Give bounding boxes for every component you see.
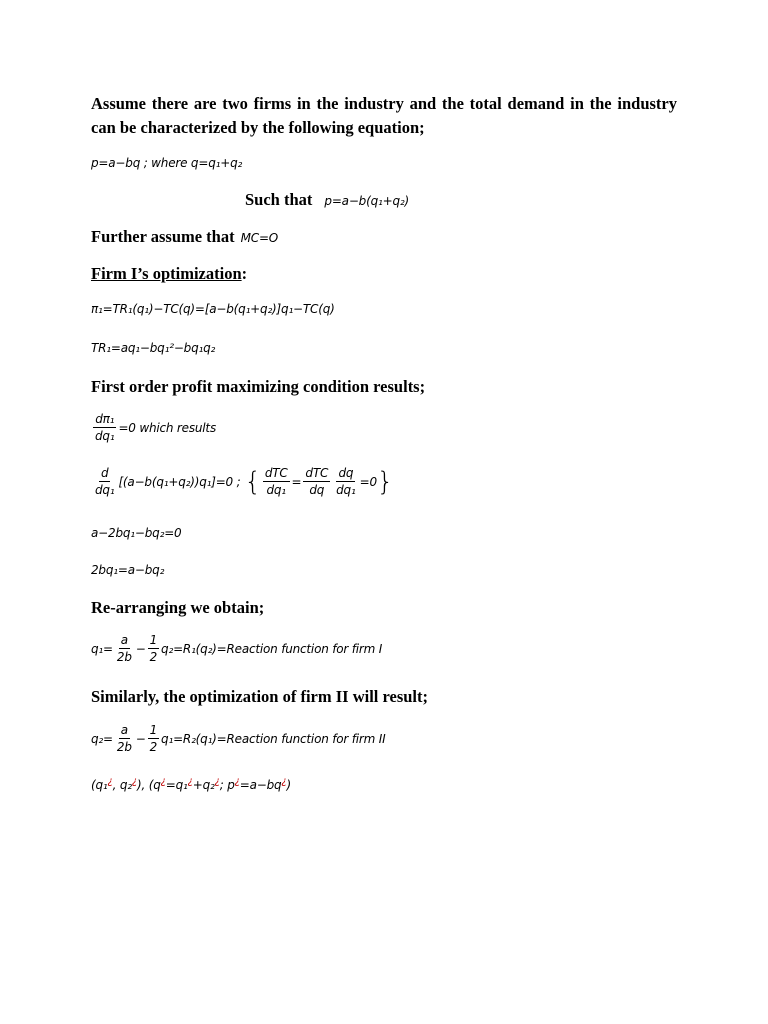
further-assume-label: Further assume that [91,227,235,246]
dq-numerator: dq [338,466,354,480]
foc-heading: First order profit maximizing condition results; [91,377,426,396]
eqm-part3: ), (q [137,778,161,792]
eqm-marker-3: ¿ [160,776,166,787]
reaction2-fraction-half-den: 2 [149,740,158,754]
firm1-heading-colon: : [241,264,248,283]
firm1-heading-text: Firm I’s optimization [91,264,242,283]
dtc2-denominator: dq [309,483,325,497]
reaction-function-2 [91,723,385,754]
dtc-fraction [263,466,290,497]
deriv-denominator: dq₁ [95,483,115,497]
foc-denominator: dq₁ [95,429,115,443]
eqm-marker-6: ¿ [234,776,240,787]
eqm-part8: ) [286,778,292,792]
dtc-numerator: dTC [264,466,288,480]
reaction-function-1 [91,633,382,664]
dtc2-fraction [303,466,330,497]
intro-paragraph: Assume there are two firms in the industry and the total demand in the industry can be characterized by the following equation; [91,94,677,137]
condition-equation-1: a−2bq₁−bq₂=0 [91,526,182,540]
reaction1-minus: − [135,641,146,656]
eqm-part6: ; p [219,778,235,792]
eqm-marker-4: ¿ [187,776,193,787]
chain-tail: =0 [359,474,377,489]
reaction2-fraction-half-num: 1 [149,723,158,737]
such-that-line [245,189,409,211]
reaction1-fraction-half-num: 1 [149,633,158,647]
reaction1-fraction-a-den: 2b [116,650,132,664]
reaction1-fraction-a [115,633,134,664]
equilibrium-equation [91,776,291,792]
derivative-equation [91,466,393,497]
deriv-numerator: d [101,466,109,480]
chain-equals: = [291,474,302,489]
eqm-marker-2: ¿ [131,776,137,787]
reaction1-fraction-half [148,633,159,664]
foc-rest: =0 which results [118,420,216,435]
firm1-heading [91,263,247,285]
brace-close: } [376,466,394,497]
dq-fraction [334,466,357,497]
reaction2-fraction-half [148,723,159,754]
reaction2-fraction-a [115,723,134,754]
total-revenue-equation: TR₁=aq₁−bq₁²−bq₁q₂ [91,341,216,355]
reaction1-rhs: q₂=R₁(q₂)=Reaction function for firm I [161,641,383,656]
reaction1-fraction-a-num: a [120,633,128,647]
reaction2-fraction-a-num: a [120,723,128,737]
reaction1-fraction-half-den: 2 [149,650,158,664]
condition-equation-2: 2bq₁=a−bq₂ [91,563,165,577]
reaction2-fraction-a-den: 2b [116,740,132,754]
eqm-part4: =q₁ [165,778,188,792]
dtc-denominator: dq₁ [266,483,286,497]
brace-open: { [244,466,261,497]
eqm-part7: =a−bq [239,778,282,792]
reaction2-lhs: q₂= [91,731,113,746]
dq-denominator: dq₁ [336,483,356,497]
deriv-fraction [93,466,116,497]
foc-equation [91,412,216,443]
mc-equation: MC=O [240,231,279,245]
dtc2-numerator: dTC [305,466,329,480]
eqm-part5: +q₂ [192,778,215,792]
profit-equation: π₁=TR₁(q₁)−TC(q)=[a−b(q₁+q₂)]q₁−TC(q) [91,302,335,316]
demand-equation: p=a−bq ; where q=q₁+q₂ [91,156,243,170]
reaction1-lhs: q₁= [91,641,113,656]
further-assume-line [91,226,278,248]
rearrange-heading: Re-arranging we obtain; [91,598,265,617]
eqm-part2: , q₂ [112,778,132,792]
similarly-heading: Similarly, the optimization of firm II will result; [91,687,429,706]
deriv-bracket-expression: [(a−b(q₁+q₂))q₁]=0 ; [118,474,241,489]
eqm-marker-1: ¿ [107,776,113,787]
foc-fraction [93,412,116,443]
eqm-marker-7: ¿ [281,776,287,787]
eqm-part1: (q₁ [91,778,108,792]
foc-numerator: dπ₁ [95,412,115,426]
reaction2-rhs: q₁=R₂(q₁)=Reaction function for firm II [161,731,386,746]
eqm-marker-5: ¿ [214,776,220,787]
reaction2-minus: − [135,731,146,746]
such-that-label: Such that [245,190,313,209]
such-that-equation: p=a−b(q₁+q₂) [324,194,409,208]
